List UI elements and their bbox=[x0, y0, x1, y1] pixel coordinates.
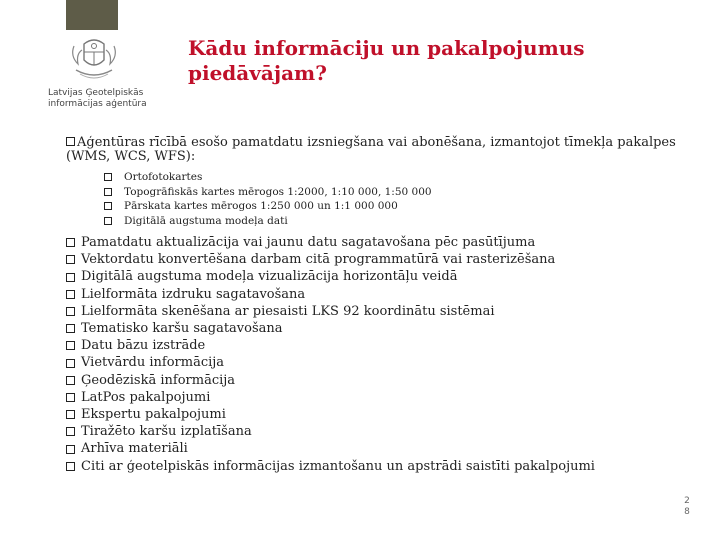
org-name-line1: Latvijas Ģeotelpiskās bbox=[48, 88, 144, 98]
checkbox-bullet-icon bbox=[66, 462, 75, 471]
checkbox-bullet-icon bbox=[104, 188, 112, 196]
list-item: Digitālā augstuma modeļa dati bbox=[104, 214, 696, 229]
org-name bbox=[48, 88, 158, 110]
checkbox-bullet-icon bbox=[66, 255, 75, 264]
list-item: Lielformāta izdruku sagatavošana bbox=[66, 286, 696, 303]
coat-of-arms-icon bbox=[66, 34, 122, 84]
list-item: Ģeodēziskā informācija bbox=[66, 372, 696, 389]
checkbox-bullet-icon bbox=[66, 376, 75, 385]
intro-paragraph bbox=[66, 136, 696, 164]
logo-bar bbox=[66, 0, 118, 30]
list-item: Digitālā augstuma modeļa vizualizācija horizontāļu veidā bbox=[66, 268, 696, 285]
checkbox-bullet-icon bbox=[66, 393, 75, 402]
checkbox-bullet-icon bbox=[66, 427, 75, 436]
services-list bbox=[66, 234, 696, 475]
checkbox-bullet-icon bbox=[66, 445, 75, 454]
list-item: Datu bāzu izstrāde bbox=[66, 337, 696, 354]
checkbox-bullet-icon bbox=[104, 202, 112, 210]
list-item: Topogrāfiskās kartes mērogos 1:2000, 1:10 000, 1:50 000 bbox=[104, 185, 696, 200]
checkbox-bullet-icon bbox=[66, 137, 75, 146]
list-item: Pamatdatu aktualizācija vai jaunu datu sagatavošana pēc pasūtījuma bbox=[66, 234, 696, 251]
org-name-line2: informācijas aģentūra bbox=[48, 99, 147, 109]
list-item: Tematisko karšu sagatavošana bbox=[66, 320, 696, 337]
list-item: Vietvārdu informācija bbox=[66, 354, 696, 371]
checkbox-bullet-icon bbox=[104, 217, 112, 225]
content bbox=[66, 136, 696, 475]
list-item: Citi ar ģeotelpiskās informācijas izmantošanu un apstrādi saistīti pakalpojumi bbox=[66, 458, 696, 475]
checkbox-bullet-icon bbox=[66, 307, 75, 316]
checkbox-bullet-icon bbox=[66, 324, 75, 333]
list-item: Tiražēto karšu izplatīšana bbox=[66, 423, 696, 440]
checkbox-bullet-icon bbox=[66, 273, 75, 282]
list-item: Pārskata kartes mērogos 1:250 000 un 1:1 000 000 bbox=[104, 199, 696, 214]
page-number: 28 bbox=[684, 496, 690, 517]
list-item: Arhīva materiāli bbox=[66, 440, 696, 457]
checkbox-bullet-icon bbox=[66, 341, 75, 350]
sub-list bbox=[104, 170, 696, 228]
page-title: Kādu informāciju un pakalpojumus piedāvājam? bbox=[188, 36, 585, 85]
list-item: Lielformāta skenēšana ar piesaisti LKS 92 koordinātu sistēmai bbox=[66, 303, 696, 320]
list-item: LatPos pakalpojumi bbox=[66, 389, 696, 406]
checkbox-bullet-icon bbox=[66, 238, 75, 247]
list-item: Ortofotokartes bbox=[104, 170, 696, 185]
agency-logo bbox=[38, 30, 150, 120]
checkbox-bullet-icon bbox=[66, 410, 75, 419]
checkbox-bullet-icon bbox=[104, 173, 112, 181]
list-item: Ekspertu pakalpojumi bbox=[66, 406, 696, 423]
intro-text: Aģentūras rīcībā esošo pamatdatu izsniegšana vai abonēšana, izmantojot tīmekļa pakalpes (WMS, WCS, WFS): bbox=[66, 135, 676, 164]
list-item: Vektordatu konvertēšana darbam citā programmatūrā vai rasterizēšana bbox=[66, 251, 696, 268]
checkbox-bullet-icon bbox=[66, 290, 75, 299]
checkbox-bullet-icon bbox=[66, 359, 75, 368]
